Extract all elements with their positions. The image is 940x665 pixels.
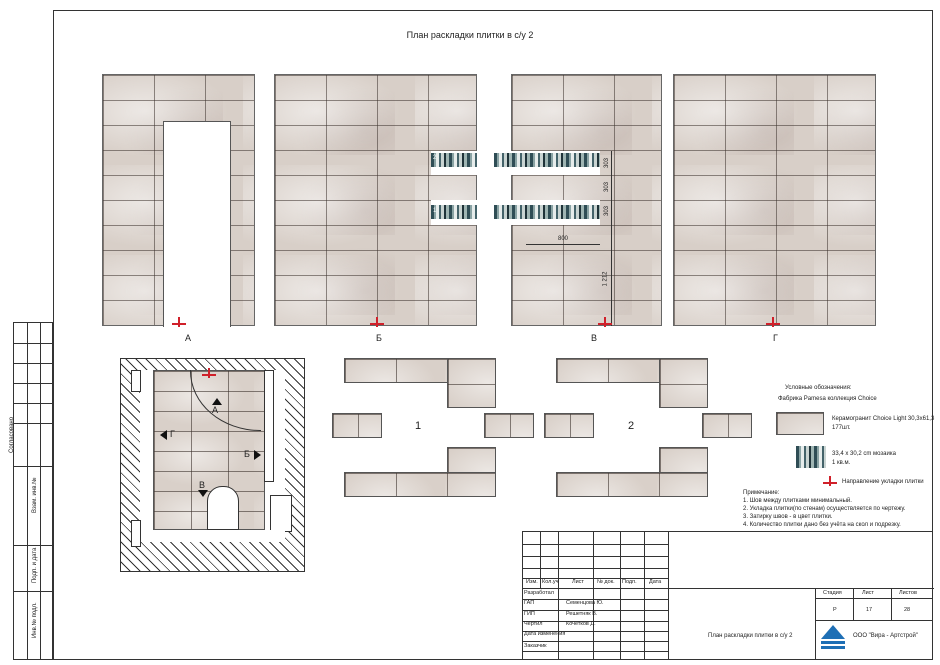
niche-mark-2: 2 [433,155,437,161]
legend-factory: Фабрика Pamesa коллекция Choice [778,396,877,402]
niche-layout-label-1: 1 [415,420,422,432]
niche-layout-label-2: 2 [628,420,635,432]
stamp-sheets-label: Листов [899,590,917,596]
direction-icon-floor [202,368,216,378]
dim-1212: 1 212 [602,271,609,287]
section-arrow-v [198,490,208,497]
wall-label-a: А [185,333,192,343]
door-opening [163,121,231,327]
legend-mosaic-desc-2: 1 кв.м. [832,460,851,466]
side-sign-date: Подп. и дата [32,547,38,583]
niche2-right [702,413,752,438]
stamp-header-ndoc: № док. [597,579,615,585]
notes-item-4: 4. Количество плитки дано без учёта на скол и подрезку. [743,522,901,528]
floor-wall-strip-left [131,370,141,392]
floor-label-b: Б [244,449,250,459]
legend-mosaic-swatch [796,446,826,468]
floor-label-g: Г [170,429,175,439]
niche2-bottom [556,472,708,497]
wall-label-g: Г [773,333,778,343]
niche1-bottom [344,472,496,497]
niche1-left [332,413,382,438]
wall-label-v: В [591,333,598,343]
toilet-icon [207,486,239,530]
niche2-top-right [659,358,708,408]
wall-g [673,74,876,326]
notes-item-2: 2. Укладка плитки(по стенам) осуществляется по чертежу. [743,506,906,512]
direction-icon-a [172,317,186,327]
stamp-role-3: Чертил [524,621,543,627]
dim-303-b: 303 [604,181,611,193]
notes-heading: Примечание: [743,490,780,496]
mosaic-b-bottom [431,205,477,219]
dim-800: 800 [558,236,569,242]
stamp-sheets: 28 [904,607,911,613]
floor-wall-strip-right [264,370,274,482]
floor-label-v: В [199,480,206,490]
section-arrow-g [160,430,167,440]
niche1-top-right [447,358,496,408]
side-inv-rep: Взам. инв.№ [32,477,38,513]
mosaic-v-top [494,153,600,167]
side-inv-orig: Инв.№ подл. [32,602,38,638]
mosaic-v-bottom [494,205,600,219]
floor-wall-strip-bottom [131,520,141,547]
floor-plan-niche [270,495,292,532]
section-arrow-b [254,450,261,460]
niche-mark-1: 1 [433,208,437,214]
legend-direction-icon [823,476,837,486]
legend-direction-desc: Направление укладки плитки [842,479,924,485]
legend-mosaic-desc-1: 33,4 х 30,2 cm мозаика [832,451,896,457]
stamp-header-data: Дата [649,579,662,585]
legend-tile-swatch [776,412,824,435]
stamp-header-podp: Подп. [622,579,637,585]
stamp-header-list: Лист [572,579,584,585]
niche2-left [544,413,594,438]
direction-icon-g [766,317,780,327]
dim-line-horizontal [526,244,600,245]
notes-item-1: 1. Шов между плитками минимальный. [743,498,852,504]
stamp-sheet: 17 [866,607,873,613]
mosaic-b-top [431,153,477,167]
stamp-sheet-label: Лист [862,590,874,596]
wall-label-b: Б [376,333,382,343]
stamp-role-0: Разработал [524,590,554,596]
stamp-role-4: Дата изменения [524,631,566,637]
niche1-right [484,413,534,438]
dim-303-a: 303 [604,157,611,169]
floor-plan-passage [140,530,285,542]
floor-label-a: А [212,405,219,415]
dim-line-vertical [611,151,612,326]
side-agreed: Согласовано [9,416,15,453]
stamp-role-1: ГАП [524,600,535,606]
dim-303-c: 303 [604,205,611,217]
stamp-company: ООО "Вира - Артстрой" [853,633,918,639]
stamp-name-1: Семенцова Ю. [566,600,604,606]
stamp-stage-label: Стадия [823,590,842,596]
notes-item-3: 3. Затирку швов - в цвет плитки. [743,514,833,520]
section-arrow-a [212,398,222,405]
page-title: План раскладки плитки в с/у 2 [406,30,534,40]
company-logo-icon [819,623,847,651]
direction-icon-b [370,317,384,327]
legend-tile-desc-1: Керамогранит Choice Light 30,3х61,3 [832,416,935,422]
stamp-header-kolch: Кол.уч [542,579,559,585]
direction-icon-v [598,317,612,327]
stamp-name-3: Кочетков Д. [566,621,596,627]
stamp-role-5: Заказчик [524,643,547,649]
stamp-header-izm: Изм. [526,579,538,585]
stamp-stage: Р [833,607,837,613]
legend-tile-desc-2: 177шт. [832,425,851,431]
legend-heading: Условные обозначения: [785,385,852,391]
stamp-name-2: Решетняк В. [566,611,598,617]
stamp-doc-title: План раскладки плитки в с/у 2 [708,633,793,639]
stamp-role-2: ГИП [524,611,535,617]
